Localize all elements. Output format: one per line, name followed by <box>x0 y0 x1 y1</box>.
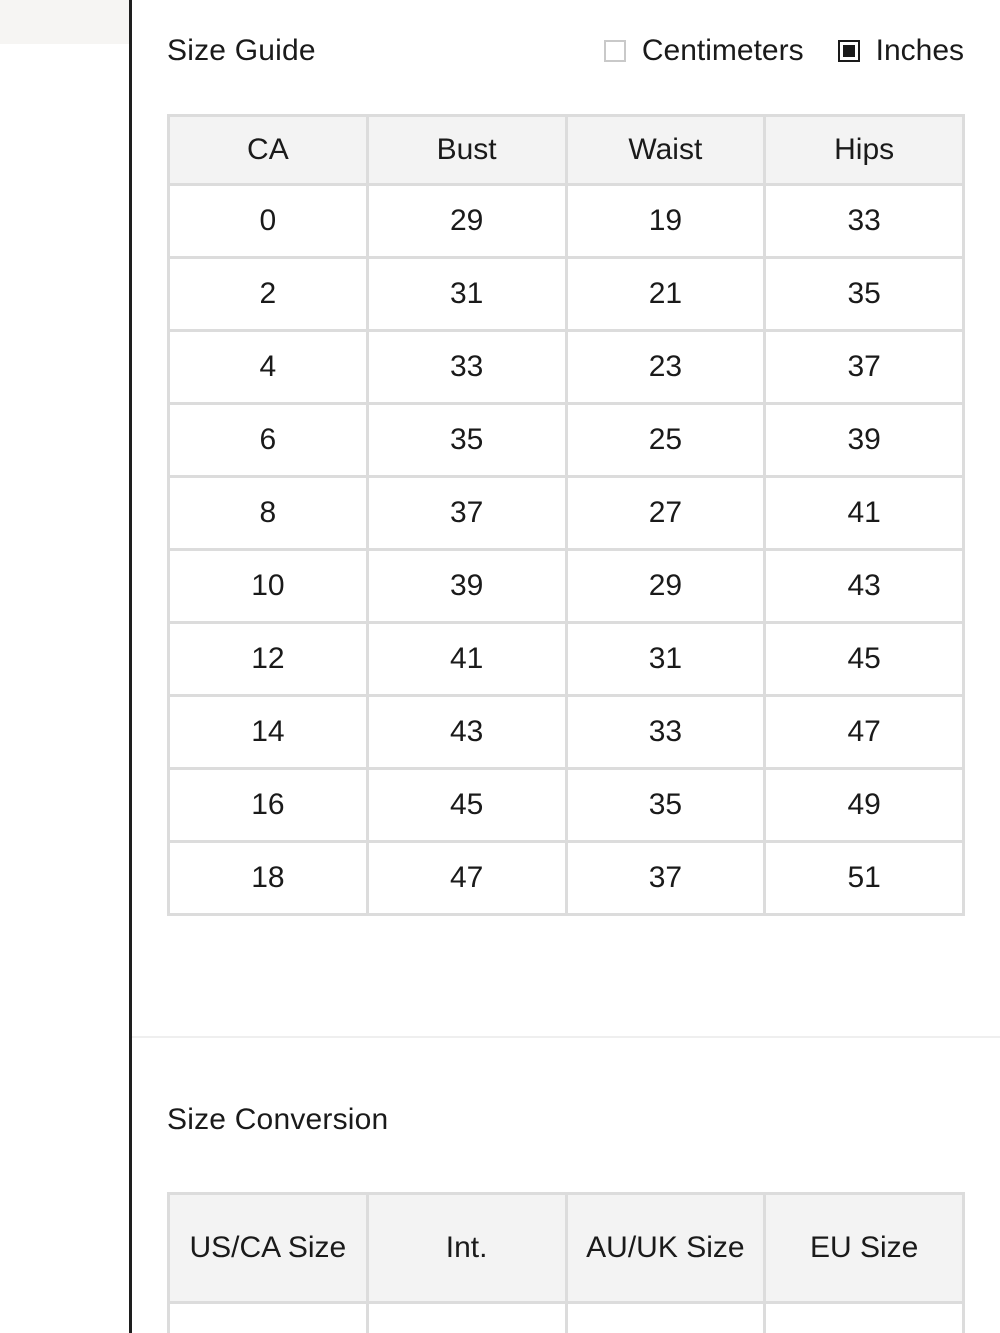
table-row <box>169 331 964 404</box>
section-separator <box>132 1036 1000 1038</box>
table-row <box>169 185 964 258</box>
table-cell: 51 <box>765 842 964 915</box>
column-header-eu-size: EU Size <box>765 1194 964 1303</box>
table-cell: 31 <box>566 623 765 696</box>
unit-toggle <box>604 34 964 68</box>
column-header-waist: Waist <box>566 116 765 185</box>
table-cell <box>566 1303 765 1333</box>
centimeters-label: Centimeters <box>641 34 804 67</box>
table-row <box>169 477 964 550</box>
table-cell: 41 <box>765 477 964 550</box>
table-cell: 33 <box>367 331 566 404</box>
table-cell: 18 <box>169 842 368 915</box>
table-cell: 37 <box>566 842 765 915</box>
table-row <box>169 769 964 842</box>
table-cell: 39 <box>367 550 566 623</box>
table-cell: 35 <box>566 769 765 842</box>
table-cell: 35 <box>367 404 566 477</box>
table-cell: 39 <box>765 404 964 477</box>
left-rail <box>0 0 129 1333</box>
column-header-hips: Hips <box>765 116 964 185</box>
table-cell: 37 <box>367 477 566 550</box>
table-cell: 31 <box>367 258 566 331</box>
table-cell <box>169 1303 368 1333</box>
inches-label: Inches <box>875 34 964 67</box>
table-cell: 35 <box>765 258 964 331</box>
table-cell: 16 <box>169 769 368 842</box>
table-cell: 43 <box>367 696 566 769</box>
table-cell: 47 <box>367 842 566 915</box>
size-guide-table <box>167 114 965 916</box>
table-row <box>169 258 964 331</box>
table-cell: 33 <box>765 185 964 258</box>
table-cell: 37 <box>765 331 964 404</box>
column-header-bust: Bust <box>367 116 566 185</box>
size-panel <box>132 0 1000 1333</box>
table-cell: 23 <box>566 331 765 404</box>
left-rail-tab[interactable] <box>0 0 129 44</box>
table-cell: 2 <box>169 258 368 331</box>
column-header-us-ca-size: US/CA Size <box>169 1194 368 1303</box>
size-conversion-title: Size Conversion <box>167 1103 389 1136</box>
table-row <box>169 623 964 696</box>
table-row <box>169 550 964 623</box>
table-cell: 33 <box>566 696 765 769</box>
centimeters-option[interactable] <box>604 34 804 68</box>
table-cell: 12 <box>169 623 368 696</box>
inches-option[interactable] <box>838 34 964 68</box>
centimeters-checkbox[interactable] <box>604 40 626 62</box>
table-cell: 49 <box>765 769 964 842</box>
table-cell: 8 <box>169 477 368 550</box>
table-cell: 10 <box>169 550 368 623</box>
table-row <box>169 842 964 915</box>
size-guide-title: Size Guide <box>167 34 316 67</box>
column-header-int: Int. <box>367 1194 566 1303</box>
table-cell: 29 <box>367 185 566 258</box>
table-cell: 6 <box>169 404 368 477</box>
table-cell: 21 <box>566 258 765 331</box>
table-cell: 14 <box>169 696 368 769</box>
table-cell: 25 <box>566 404 765 477</box>
size-guide-header-row <box>169 116 964 185</box>
table-row <box>169 404 964 477</box>
table-cell: 4 <box>169 331 368 404</box>
table-cell: 29 <box>566 550 765 623</box>
table-cell: 0 <box>169 185 368 258</box>
inches-checkbox[interactable] <box>838 40 860 62</box>
table-cell: 19 <box>566 185 765 258</box>
table-cell <box>367 1303 566 1333</box>
column-header-au-uk-size: AU/UK Size <box>566 1194 765 1303</box>
table-row <box>169 696 964 769</box>
table-cell: 47 <box>765 696 964 769</box>
table-row <box>169 1303 964 1333</box>
table-cell: 43 <box>765 550 964 623</box>
table-cell: 27 <box>566 477 765 550</box>
table-cell: 45 <box>367 769 566 842</box>
column-header-ca: CA <box>169 116 368 185</box>
size-conversion-header-row <box>169 1194 964 1303</box>
table-cell: 41 <box>367 623 566 696</box>
size-conversion-table <box>167 1192 965 1333</box>
table-cell <box>765 1303 964 1333</box>
table-cell: 45 <box>765 623 964 696</box>
